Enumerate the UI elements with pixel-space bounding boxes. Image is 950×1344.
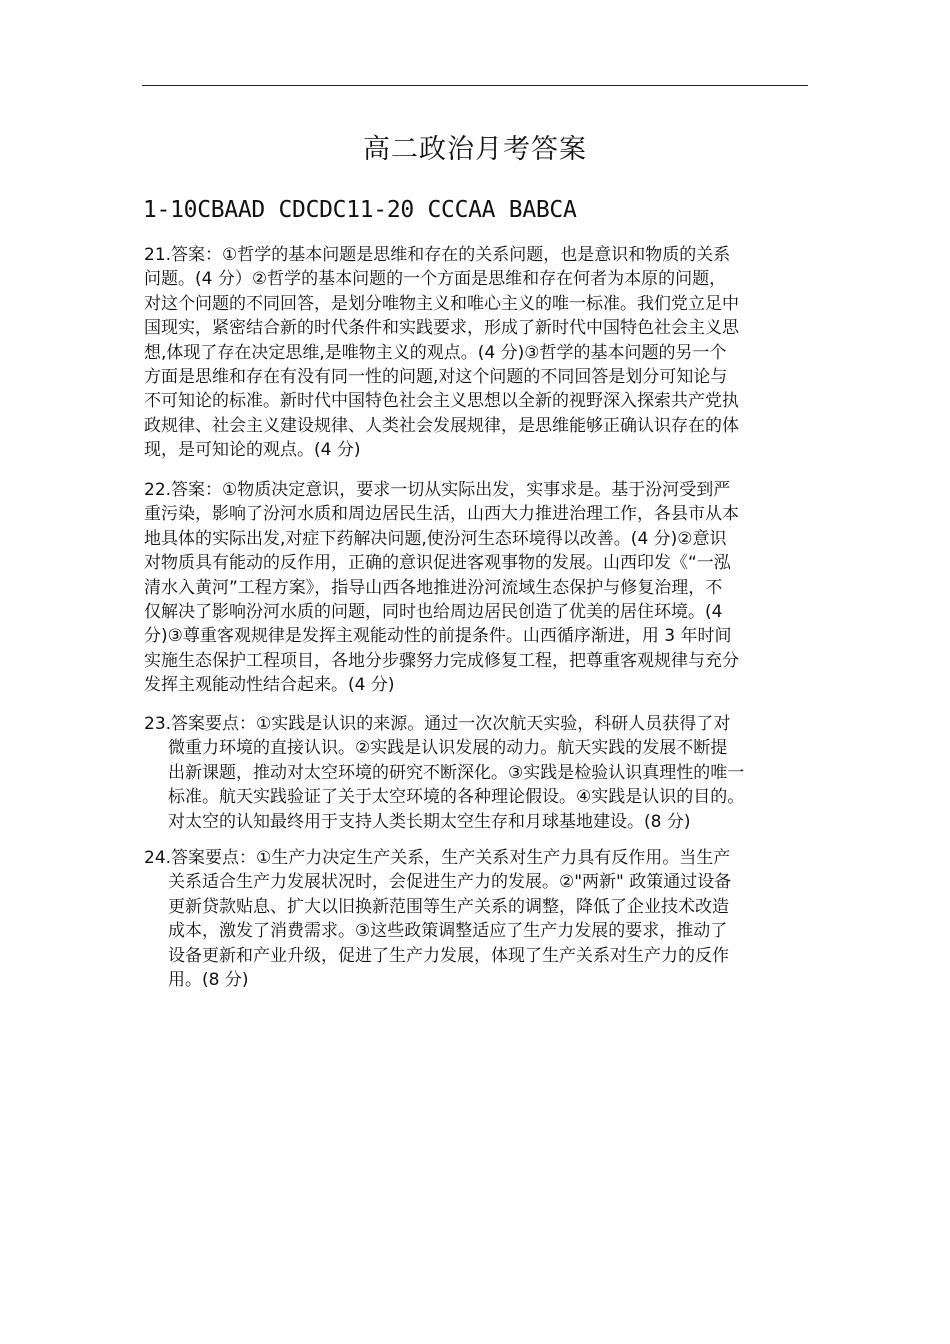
- answer-21-line: 问题。(4 分）②哲学的基本问题的一个方面是思维和存在何者为本原的问题，: [144, 269, 727, 290]
- answer-24-line: 成本，激发了消费需求。③这些政策调整适应了生产力发展的要求，推动了: [168, 921, 728, 942]
- answer-24-line: 设备更新和产业升级，促进了生产力发展，体现了生产关系对生产力的反作: [168, 945, 729, 966]
- answer-22-line: 分)③尊重客观规律是发挥主观能动性的前提条件。山西循序渐进，用 3 年时间: [144, 626, 732, 647]
- answer-21-line: 国现实，紧密结合新的时代条件和实践要求，形成了新时代中国特色社会主义思: [144, 318, 739, 339]
- answer-22: [144, 478, 739, 698]
- answer-22-line: 地具体的实际出发,对症下药解决问题,使汾河生态环境得以改善。(4 分)②意识: [144, 528, 727, 549]
- answer-21-line: 想,体现了存在决定思维,是唯物主义的观点。(4 分)③哲学的基本问题的另一个: [144, 342, 727, 363]
- answer-22-line: 22.答案：①物质决定意识，要求一切从实际出发，实事求是。基于汾河受到严: [144, 480, 731, 500]
- multiple-choice-answers: 1-10CBAAD CDCDC11-20 CCCAA BABCA: [143, 197, 577, 223]
- answer-22-line: 重污染，影响了汾河水质和周边居民生活，山西大力推进治理工作，各县市从本: [144, 504, 739, 525]
- answer-21-line: 现，是可知论的观点。(4 分): [144, 440, 361, 461]
- answer-22-line: 实施生态保护工程项目，各地分步骤努力完成修复工程，把尊重客观规律与充分: [144, 650, 739, 671]
- answer-24-line: 24.答案要点：①生产力决定生产关系，生产关系对生产力具有反作用。当生产: [144, 848, 731, 868]
- answer-24-line: 关系适合生产力发展状况时，会促进生产力的发展。②"两新" 政策通过设备: [168, 872, 732, 893]
- answer-23-line: 微重力环境的直接认识。②实践是认识发展的动力。航天实践的发展不断提: [168, 738, 728, 759]
- answer-23-line: 对太空的认知最终用于支持人类长期太空生存和月球基地建设。(8 分): [168, 811, 691, 832]
- answer-22-line: 清水入黄河”工程方案》，指导山西各地推进汾河流域生态保护与修复治理，不: [144, 577, 723, 598]
- answer-21-line: 21.答案：①哲学的基本问题是思维和存在的关系问题，也是意识和物质的关系: [144, 245, 731, 265]
- answer-22-line: 发挥主观能动性结合起来。(4 分): [144, 675, 395, 696]
- answer-24-line: 更新贷款贴息、扩大以旧换新范围等生产关系的调整，降低了企业技术改造: [168, 896, 729, 917]
- answer-24: [144, 846, 731, 992]
- answer-21-line: 方面是思维和存在有没有同一性的问题,对这个问题的不同回答是划分可知论与: [144, 366, 728, 387]
- answer-21-line: 对这个问题的不同回答，是划分唯物主义和唯心主义的唯一标准。我们党立足中: [144, 293, 739, 314]
- document-title: 高二政治月考答案: [363, 134, 587, 165]
- answer-24-line: 用。(8 分): [168, 969, 249, 990]
- header-rule: [142, 85, 808, 86]
- answer-21-line: 不可知论的标准。新时代中国特色社会主义思想以全新的视野深入探索共产党执: [144, 391, 739, 412]
- answer-22-line: 对物质具有能动的反作用，正确的意识促进客观事物的发展。山西印发《“一泓: [144, 553, 731, 574]
- answer-21-line: 政规律、社会主义建设规律、人类社会发展规律，是思维能够正确认识存在的体: [144, 415, 739, 436]
- answer-23: [144, 712, 744, 834]
- answer-23-line: 23.答案要点：①实践是认识的来源。通过一次次航天实验，科研人员获得了对: [144, 714, 731, 734]
- answer-23-line: 出新课题，推动对太空环境的研究不断深化。③实践是检验认识真理性的唯一: [168, 762, 745, 783]
- answer-23-line: 标准。航天实践验证了关于太空环境的各种理论假设。④实践是认识的目的。: [168, 787, 745, 808]
- answer-22-line: 仅解决了影响汾河水质的问题，同时也给周边居民创造了优美的居住环境。(4: [144, 601, 723, 622]
- answer-21: [144, 243, 739, 463]
